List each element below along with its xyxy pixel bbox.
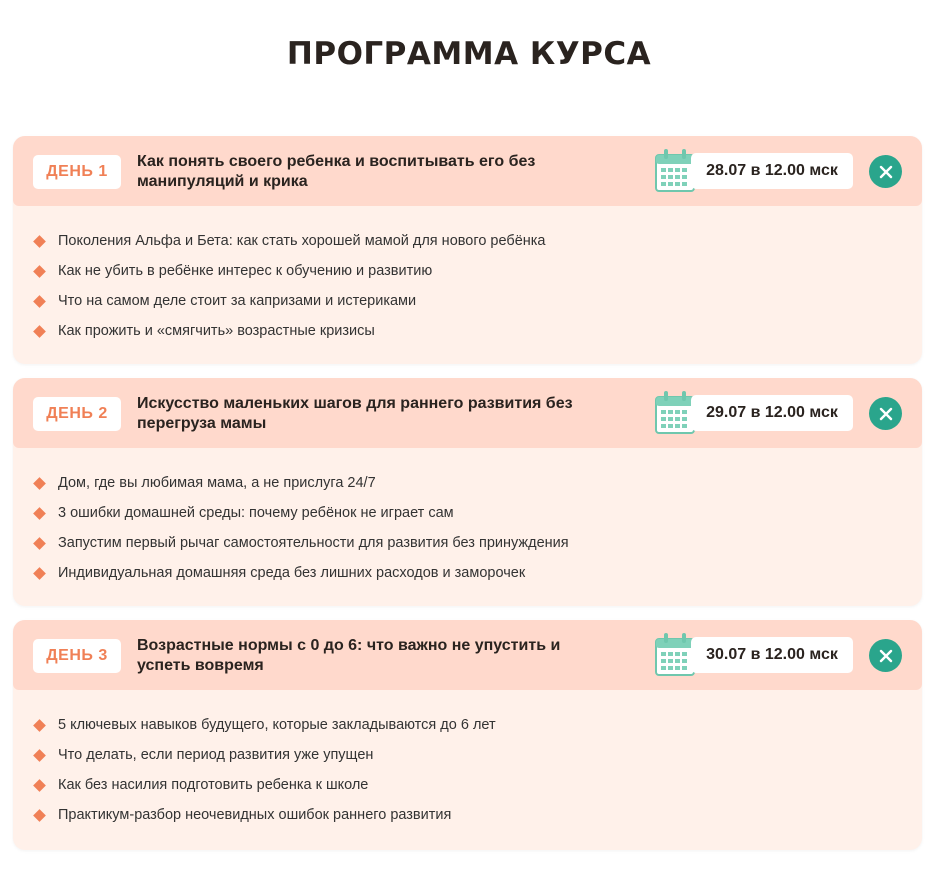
day-title: Искусство маленьких шагов для раннего развития без перегруза мамы xyxy=(137,395,573,432)
topic-text: Дом, где вы любимая мама, а не прислуга 24/7 xyxy=(58,475,376,491)
topic-list xyxy=(13,690,922,848)
topic-text: Поколения Альфа и Бета: как стать хорошей мамой для нового ребёнка xyxy=(58,233,546,249)
diamond-icon xyxy=(33,477,46,490)
list-item xyxy=(35,800,922,830)
close-icon xyxy=(879,407,893,421)
topic-text: Как не убить в ребёнке интерес к обучению и развитию xyxy=(58,263,433,279)
topic-text: Как без насилия подготовить ребенка к школе xyxy=(58,777,369,793)
collapse-button[interactable] xyxy=(869,639,902,672)
topic-text: 5 ключевых навыков будущего, которые закладываются до 6 лет xyxy=(58,717,496,733)
list-item xyxy=(35,316,922,346)
topic-text: Практикум-разбор неочевидных ошибок раннего развития xyxy=(58,807,452,823)
diamond-icon xyxy=(33,567,46,580)
day-title: Как понять своего ребенка и воспитывать его без манипуляций и крика xyxy=(137,153,536,190)
collapse-button[interactable] xyxy=(869,155,902,188)
topic-text: Запустим первый рычаг самостоятельности для развития без принуждения xyxy=(58,535,569,551)
date-label: 28.07 в 12.00 мск xyxy=(691,153,853,189)
day-title: Возрастные нормы с 0 до 6: что важно не упустить и успеть вовремя xyxy=(137,637,561,674)
diamond-icon xyxy=(33,507,46,520)
list-item xyxy=(35,226,922,256)
list-item xyxy=(35,740,922,770)
topic-list xyxy=(13,206,922,364)
collapse-button[interactable] xyxy=(869,397,902,430)
diamond-icon xyxy=(33,295,46,308)
topic-text: Индивидуальная домашняя среда без лишних расходов и заморочек xyxy=(58,565,526,581)
list-item xyxy=(35,468,922,498)
day-header-2[interactable] xyxy=(13,378,922,448)
date-label: 29.07 в 12.00 мск xyxy=(691,395,853,431)
topic-text: Что на самом деле стоит за капризами и истериками xyxy=(58,293,417,309)
diamond-icon xyxy=(33,235,46,248)
day-badge: ДЕНЬ 2 xyxy=(33,397,121,431)
diamond-icon xyxy=(33,325,46,338)
day-card-3 xyxy=(13,620,922,850)
topic-list xyxy=(13,448,922,606)
list-item xyxy=(35,770,922,800)
day-card-2 xyxy=(13,378,922,606)
diamond-icon xyxy=(33,749,46,762)
close-icon xyxy=(879,165,893,179)
page-title: ПРОГРАММА КУРСА xyxy=(286,36,652,72)
list-item xyxy=(35,710,922,740)
day-header-3[interactable] xyxy=(13,620,922,690)
day-badge: ДЕНЬ 1 xyxy=(33,155,121,189)
diamond-icon xyxy=(33,809,46,822)
diamond-icon xyxy=(33,719,46,732)
day-badge: ДЕНЬ 3 xyxy=(33,639,121,673)
day-header-1[interactable] xyxy=(13,136,922,206)
day-card-1 xyxy=(13,136,922,364)
diamond-icon xyxy=(33,779,46,792)
topic-text: Как прожить и «смягчить» возрастные кризисы xyxy=(58,323,375,339)
diamond-icon xyxy=(33,265,46,278)
list-item xyxy=(35,528,922,558)
diamond-icon xyxy=(33,537,46,550)
date-label: 30.07 в 12.00 мск xyxy=(691,637,853,673)
list-item xyxy=(35,498,922,528)
close-icon xyxy=(879,649,893,663)
list-item xyxy=(35,558,922,588)
topic-text: Что делать, если период развития уже упущен xyxy=(58,747,374,763)
list-item xyxy=(35,286,922,316)
list-item xyxy=(35,256,922,286)
topic-text: 3 ошибки домашней среды: почему ребёнок не играет сам xyxy=(58,505,454,521)
